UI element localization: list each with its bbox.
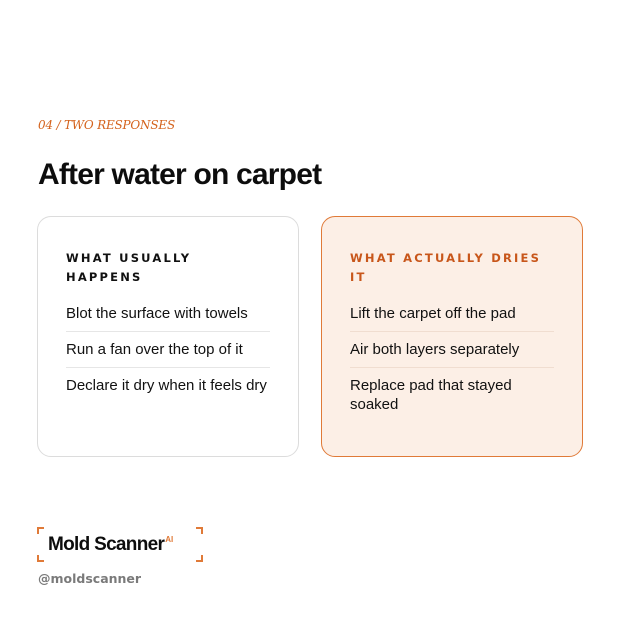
- social-handle: @moldscanner: [38, 571, 142, 586]
- brand-superscript: AI: [165, 535, 174, 544]
- list-item: Run a fan over the top of it: [66, 332, 270, 368]
- list-item: Declare it dry when it feels dry: [66, 377, 267, 394]
- card-heading: WHAT USUALLY HAPPENS: [66, 251, 192, 284]
- logo-corner-bracket: [196, 555, 203, 562]
- card-usual-response: [37, 216, 299, 457]
- response-list: [66, 296, 270, 403]
- card-actual-response: [321, 216, 583, 457]
- card-heading: WHAT ACTUALLY DRIES IT: [350, 251, 542, 284]
- brand-name: Mold Scanner: [48, 534, 165, 555]
- list-item: Lift the carpet off the pad: [350, 296, 554, 332]
- brand-wordmark: [48, 534, 173, 556]
- logo-corner-bracket: [196, 527, 203, 534]
- page-title: After water on carpet: [38, 158, 322, 191]
- list-item: Blot the surface with towels: [66, 296, 270, 332]
- list-item: Air both layers separately: [350, 332, 554, 368]
- logo-corner-bracket: [37, 555, 44, 562]
- list-item: Replace pad that stayed soaked: [350, 377, 512, 413]
- logo-corner-bracket: [37, 527, 44, 534]
- response-list: [350, 296, 554, 422]
- section-eyebrow: 04 / TWO RESPONSES: [38, 118, 175, 132]
- brand-logo: [37, 527, 203, 562]
